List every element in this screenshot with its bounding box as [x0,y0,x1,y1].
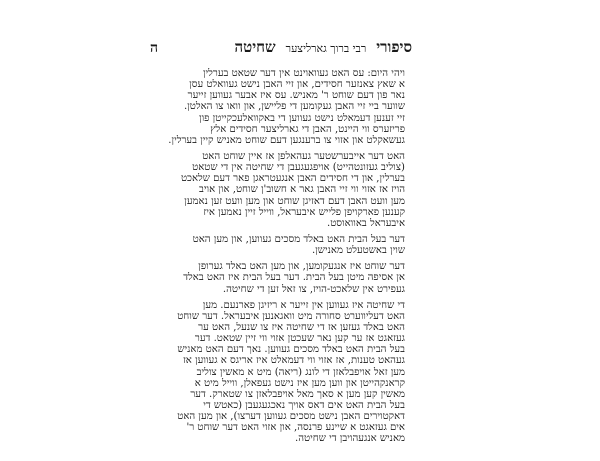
text-line: דאקטוירים האבן נישט מסכים געווען דערצו), און מען האט [177,411,405,423]
chapter-title: שחיטה [234,38,276,56]
text-line: האט דער אייבערשטער געהאלפן אז איין שוחט האט [202,150,405,162]
text-line: פריזערס ווי היינט, האבן די גארליצער חסידים אלץ [210,123,405,135]
text-line: מען זאל אויפבלאזן די לונג (ריאה) מיט א מאשין צוליב [196,366,405,378]
text-line: בעל הבית האט אים דאס אויך נאכגעגעבן (כאטש די [203,399,405,411]
text-line: דער שוחט איז אנגעקומען, און מען האט באלד גערופן [198,261,405,273]
text-line: שוין באשטעלט מאנישן. [312,245,405,257]
text-line: האט באלד געזען אז די שחיטה איז צו שנעל, האט ער [198,321,405,333]
paragraph [165,261,405,294]
paragraph [165,151,405,229]
text-line: דער בעל הבית האט באלד מסכים געווען, און מען האט [192,233,405,245]
text-line: בעל הבית האט באלד מסכים געווען. נאך דעם האט מאניש [177,344,405,356]
text-line: הויז אז אזוי ווי זיי האבן גאר א חשוב'ן שוחט, און אויב [198,184,405,196]
text-line: מאניש אנגעהויבן די שחיטה. [295,433,405,445]
text-line: געזאגט אז ער קען נאר שעכטן אזוי ווי זיין שטאט. דער [194,333,405,345]
paragraph [165,300,405,445]
text-line: קענען פארקויפן פלייש איבעראל, ווייל זיין נאמען איז [203,206,405,218]
paragraph [165,234,405,256]
paragraph [165,68,405,146]
text-line: קראנקהייטן און ווען מען איז נישט געפאלן, ווייל מיט א [194,377,405,389]
text-line: אן אסיפה מיטן בעל הבית. דער בעל הבית איז האט באלד [183,272,405,284]
text-line: געשאקלט און אזוי צו ברענגען דעם שוחט מאניש קיין בערלין. [168,134,405,146]
text-line: נאר פון דעם שוחט ר' מאניש. עס איז אבער געווען זייער [187,90,405,102]
text-line: זיי זענען דעמאלט נישט געווען די באקוואלעכקייטן פון [199,112,405,124]
text-line: (צוליב געזונטהייט) אויפגעגעבן די שחיטה אין די שטאט [192,162,405,174]
text-line: געהאט טענות, אז אזוי ווי דעמאלט איז אריגס א געווען אז [182,355,405,367]
text-line: איבעראל באוואוסט. [327,217,405,229]
author-name: רבי ברוך גארליצער [285,42,367,55]
text-line: מאשין קען מען א סאך מאל אויפבלאזן צו שטארק. דער [190,388,405,400]
text-line: מען וועט האבן דעם דאזיגן שוחט און מען וועט זען נאמען [184,195,405,207]
page-number: ה [150,40,159,56]
text-line: געפירט אין שלאכט-הויז, צו זאל זען די שחיטה. [222,283,405,295]
text-line: האט דעליווערט סחורה מיט וואגאנען איבעראל. דער שוחט [177,310,405,322]
text-line: בערלין, און די חסידים האבן אנגעטראגן פאר דעם שלאכט [180,173,405,185]
text-line: ויהי היום: עס האט געוואוינט אין דער שטאט בערלין [202,68,405,79]
text-line: אים געזאגט א שיינע פרנסה, און אזוי האט דער שוחט ר' [186,422,405,434]
text-line: שווער ביי זיי האבן געקומען די פליישן, און וואו צו האלטן. [183,101,405,113]
book-title: סיפורי [376,38,412,56]
text-line: די שחיטה איז געווען אין זייער א ריזיגן פארנעם. מען [202,299,405,311]
page-header [150,38,412,58]
body-text [165,68,405,450]
text-line: א שאץ צאנזער חסידים, און זיי האבן נישט געוואלט עסן [189,79,405,91]
